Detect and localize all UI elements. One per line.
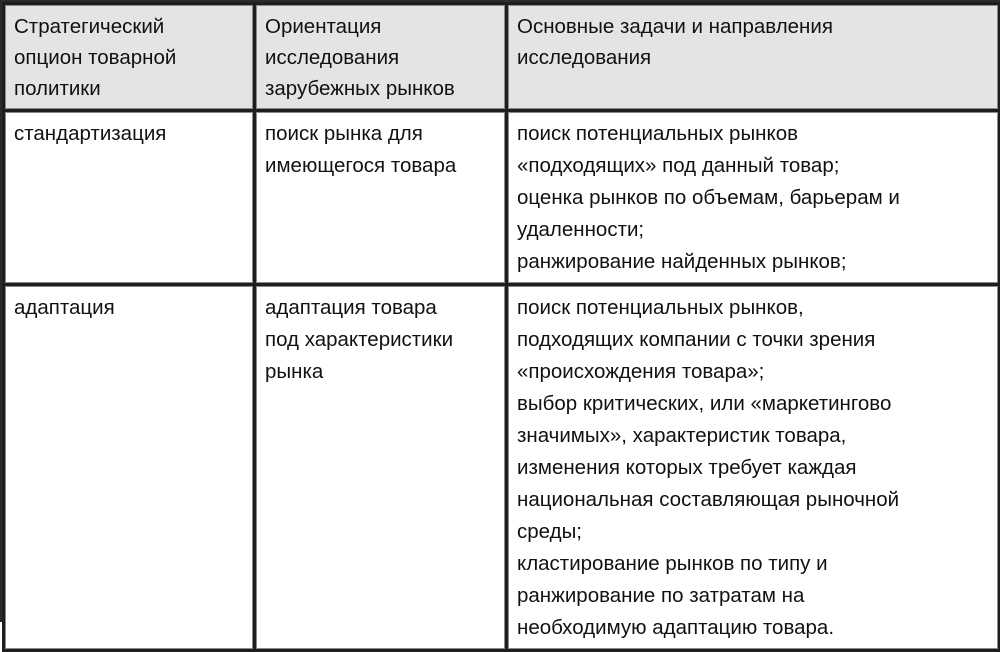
cell-text: национальная составляющая рыночной (517, 488, 900, 511)
header-cell-strategy (5, 5, 253, 109)
research-strategy-table (2, 2, 1000, 652)
header-cell-tasks (508, 5, 998, 109)
cell-strategy (5, 286, 253, 649)
table-row (5, 286, 998, 649)
cell-text: необходимую адаптацию товара. (517, 616, 835, 639)
cell-text: ранжирование по затратам на (517, 584, 805, 607)
header-text: Стратегический (14, 15, 165, 38)
cell-text: кластирование рынков по типу и (517, 552, 828, 575)
cell-text: адаптация (14, 296, 115, 319)
cell-tasks (508, 286, 998, 649)
cell-text: удаленности; (517, 218, 645, 241)
cell-text: «происхождения товара»; (517, 360, 765, 383)
table-header-row (5, 5, 998, 109)
header-cell-orientation (256, 5, 505, 109)
header-text: опцион товарной (14, 46, 177, 69)
table-row (5, 112, 998, 283)
cell-text: ранжирование найденных рынков; (517, 250, 847, 273)
cell-text: выбор критических, или «маркетингово (517, 392, 892, 415)
cell-text: подходящих компании с точки зрения (517, 328, 876, 351)
header-text: исследования (265, 46, 400, 69)
cell-text: поиск рынка для (265, 122, 423, 145)
header-text: исследования (517, 46, 652, 69)
cell-text: значимых», характеристик товара, (517, 424, 847, 447)
cell-text: поиск потенциальных рынков, (517, 296, 804, 319)
cell-text: стандартизация (14, 122, 167, 145)
header-text: зарубежных рынков (265, 77, 455, 100)
cell-orientation (256, 286, 505, 649)
cell-tasks (508, 112, 998, 283)
cell-text: оценка рынков по объемам, барьерам и (517, 186, 900, 209)
cell-text: рынка (265, 360, 324, 383)
cell-orientation (256, 112, 505, 283)
header-text: Ориентация (265, 15, 382, 38)
cell-text: адаптация товара (265, 296, 437, 319)
cell-text: поиск потенциальных рынков (517, 122, 798, 145)
cell-text: среды; (517, 520, 582, 543)
header-text: Основные задачи и направления (517, 15, 833, 38)
cell-text: «подходящих» под данный товар; (517, 154, 840, 177)
cell-text: имеющегося товара (265, 154, 457, 177)
header-text: политики (14, 77, 101, 100)
cell-strategy (5, 112, 253, 283)
cell-text: изменения которых требует каждая (517, 456, 857, 479)
cell-text: под характеристики (265, 328, 454, 351)
